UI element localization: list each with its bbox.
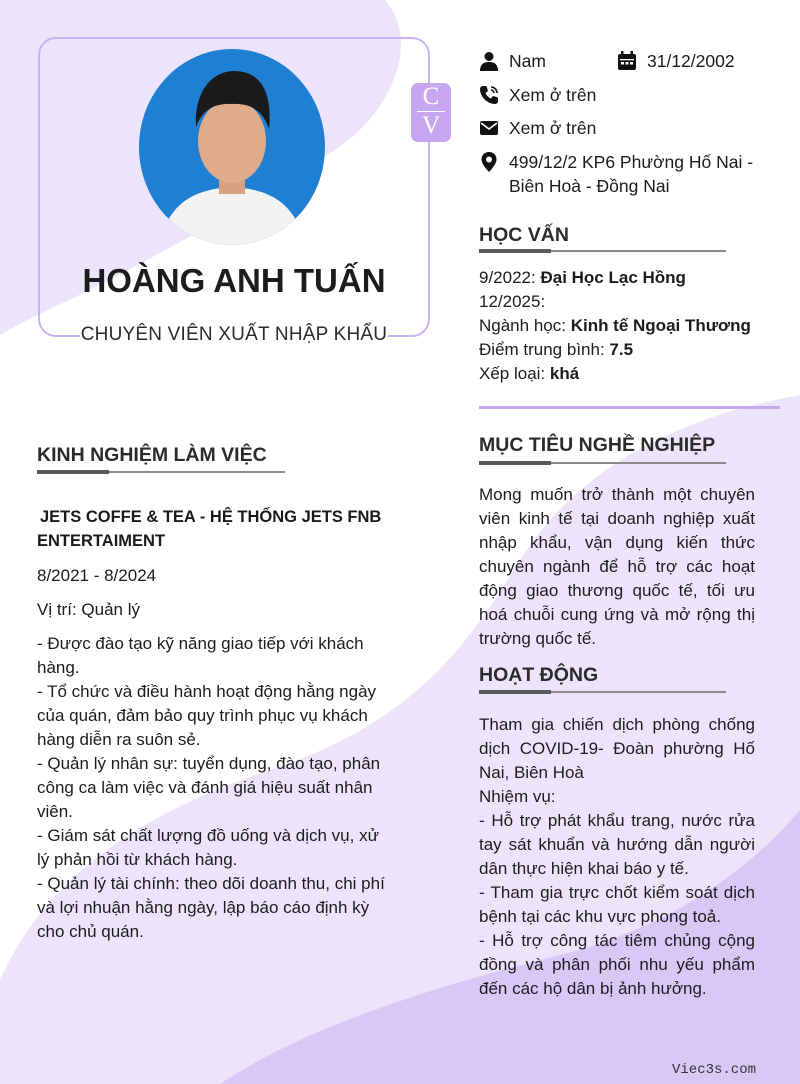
company-block: [37, 505, 417, 553]
person-icon: [479, 51, 499, 71]
gender-row: [479, 49, 609, 73]
duty-item: - Tổ chức và điều hành hoạt động hằng ngày của quán, đảm bảo quy trình phục vụ khách hàng diễn ra suôn sẻ.: [37, 682, 377, 749]
education-block: [479, 266, 779, 386]
cv-letter-v: V: [421, 112, 441, 139]
objective-heading: MỤC TIÊU NGHỀ NGHIỆP: [479, 434, 716, 456]
activities-tasks-label: Nhiệm vụ:: [479, 787, 556, 806]
experience-position: Vị trí: Quản lý: [37, 600, 140, 619]
education-gpa-row: Điểm trung bình: 7.5: [479, 340, 634, 359]
phone-icon: [479, 85, 499, 105]
education-heading: HỌC VẤN: [479, 224, 569, 246]
gender-value: Nam: [509, 51, 546, 71]
phone-value: Xem ở trên: [509, 85, 597, 105]
experience-underline-accent: [37, 470, 109, 474]
cv-letter-c: C: [422, 83, 440, 110]
activity-task: - Hỗ trợ công tác tiêm chủng cộng đồng và phân phối nhu yếu phẩm đến các hộ dân bị ảnh hưởng.: [479, 931, 755, 998]
activity-task: - Hỗ trợ phát khẩu trang, nước rửa tay sát khuẩn và hướng dẫn người dân thực hiện khai báo y tế.: [479, 811, 755, 878]
education-start-row: 9/2022: Đại Học Lạc Hồng: [479, 268, 686, 287]
experience-heading: KINH NGHIỆM LÀM VIỆC: [37, 444, 267, 466]
activities-underline-accent: [479, 690, 551, 694]
candidate-name: HOÀNG ANH TUẤN: [82, 262, 386, 299]
education-end: 12/2025:: [479, 292, 546, 311]
company-name-line-2: ENTERTAIMENT: [37, 532, 166, 550]
email-row: [479, 116, 679, 140]
experience-period: 8/2021 - 8/2024: [37, 566, 157, 585]
email-value: Xem ở trên: [509, 118, 597, 138]
job-title-box: [80, 324, 388, 346]
education-major-row: Ngành học: Kinh tế Ngoại Thương: [479, 316, 751, 335]
duty-item: - Giám sát chất lượng đồ uống và dịch vụ, xử lý phản hồi từ khách hàng.: [37, 826, 379, 869]
profile-photo: [139, 49, 325, 245]
address-row: [479, 150, 779, 200]
activity-task: - Tham gia trực chốt kiểm soát dịch bệnh tại các khu vực phong toả.: [479, 883, 755, 926]
education-underline-accent: [479, 249, 551, 253]
birthdate-row: [617, 49, 787, 73]
education-rank-row: Xếp loại: khá: [479, 364, 580, 383]
phone-row: [479, 83, 679, 107]
objective-text: Mong muốn trở thành một chuyên viên kinh tế tại doanh nghiệp xuất nhập khẩu, vận dụng kiến thức chuyên ngành để hỗ trợ các hoạt động giao thương quốc tế, tối ưu hoá chuỗi cung ứng và mở rộng thị trường quốc tế.: [479, 485, 755, 648]
footer-brand: Viec3s.com: [672, 1062, 757, 1078]
calendar-icon: [617, 51, 637, 71]
gpa: 7.5: [609, 340, 634, 359]
activities-heading: HOẠT ĐỘNG: [479, 664, 599, 686]
envelope-icon: [479, 118, 499, 138]
duty-item: - Quản lý nhân sự: tuyển dụng, đào tạo, phân công ca làm việc và đánh giá hiệu suất nhân viên.: [37, 754, 381, 821]
address-line-1: 499/12/2 KP6 Phường Hố Nai -: [509, 152, 754, 172]
cv-badge: [411, 83, 451, 142]
section-divider: [479, 406, 780, 409]
location-pin-icon: [479, 152, 499, 172]
rank: khá: [549, 364, 580, 383]
address-line-2: Biên Hoà - Đồng Nai: [509, 176, 670, 196]
school-name: Đại Học Lạc Hồng: [540, 268, 686, 287]
experience-duties: [37, 632, 393, 944]
major: Kinh tế Ngoại Thương: [570, 316, 751, 335]
activities-intro: Tham gia chiến dịch phòng chống dịch COVID-19- Đoàn phường Hố Nai, Biên Hoà: [479, 715, 755, 782]
job-title: CHUYÊN VIÊN XUẤT NHẬP KHẨU: [80, 324, 388, 345]
duty-item: - Được đào tạo kỹ năng giao tiếp với khách hàng.: [37, 634, 364, 677]
objective-underline-accent: [479, 461, 551, 465]
company-name-line-1: JETS COFFE & TEA - HỆ THỐNG JETS FNB: [40, 508, 382, 526]
birthdate-value: 31/12/2002: [647, 51, 735, 71]
duty-item: - Quản lý tài chính: theo dõi doanh thu, chi phí và lợi nhuận hằng ngày, lập báo cáo định kỳ cho chủ quán.: [37, 874, 385, 941]
activities-block: [479, 713, 755, 1001]
